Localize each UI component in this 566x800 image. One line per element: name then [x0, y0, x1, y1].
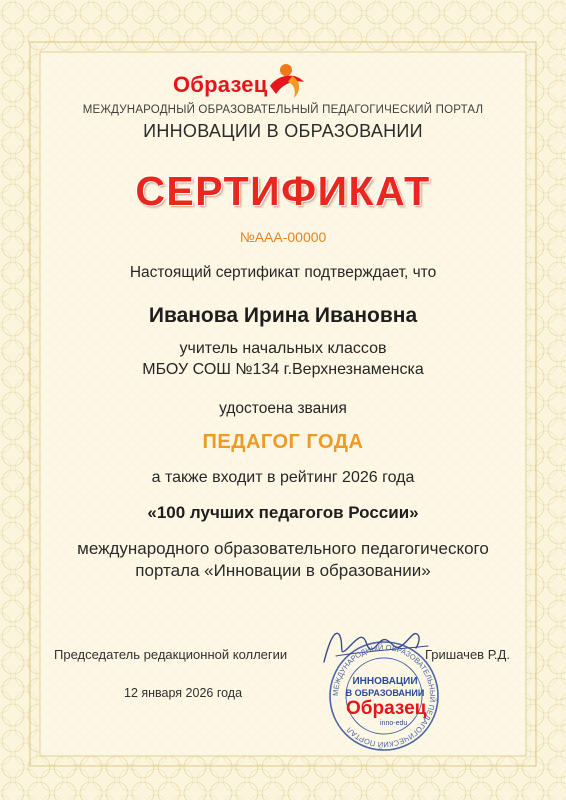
awarded-text: удостоена звания	[219, 400, 347, 417]
portal-subtitle: МЕЖДУНАРОДНЫЙ ОБРАЗОВАТЕЛЬНЫЙ ПЕДАГОГИЧЕСКИЙ ПОРТАЛ	[82, 104, 484, 116]
logo-figure-icon	[262, 60, 310, 100]
award-rank: ПЕДАГОГ ГОДА	[202, 431, 364, 453]
stamp-inner-line2: В ОБРАЗОВАНИИ	[345, 688, 425, 698]
chair-label: Председатель редакционной коллегии	[54, 647, 288, 662]
stamp-ring-text: МЕЖДУНАРОДНЫЙ ОБРАЗОВАТЕЛЬНЫЙ ПЕДАГОГИЧЕСКИЙ ПОРТАЛ	[330, 642, 438, 750]
recipient-position: учитель начальных классов	[179, 340, 387, 357]
chair-name: Гришачев Р.Д.	[425, 647, 510, 662]
stamp-url: inno-edu	[380, 720, 408, 727]
recipient-name: Иванова Ирина Ивановна	[148, 304, 418, 327]
portal-description-line1: международного образовательного педагогического	[77, 539, 489, 558]
recipient-school: МБОУ СОШ №134 г.Верхнезнаменска	[142, 361, 424, 378]
certificate-title: СЕРТИФИКАТ	[135, 168, 431, 214]
confirm-text: Настоящий сертификат подтверждает, что	[129, 264, 437, 281]
stamp-inner-line1: ИННОВАЦИИ	[352, 676, 418, 687]
portal-name: ИННОВАЦИИ В ОБРАЗОВАНИИ	[143, 121, 423, 141]
logo-wordmark: Образец	[173, 72, 268, 97]
stamp-logo: Образец	[346, 698, 427, 719]
rating-name: «100 лучших педагогов России»	[147, 503, 419, 522]
issue-date: 12 января 2026 года	[124, 686, 243, 700]
rating-intro-text: а также входит в рейтинг 2026 года	[151, 469, 415, 486]
certificate-number: №ААА-00000	[239, 229, 327, 245]
portal-description-line2: портала «Инновации в образовании»	[135, 561, 431, 580]
signature	[318, 618, 438, 678]
